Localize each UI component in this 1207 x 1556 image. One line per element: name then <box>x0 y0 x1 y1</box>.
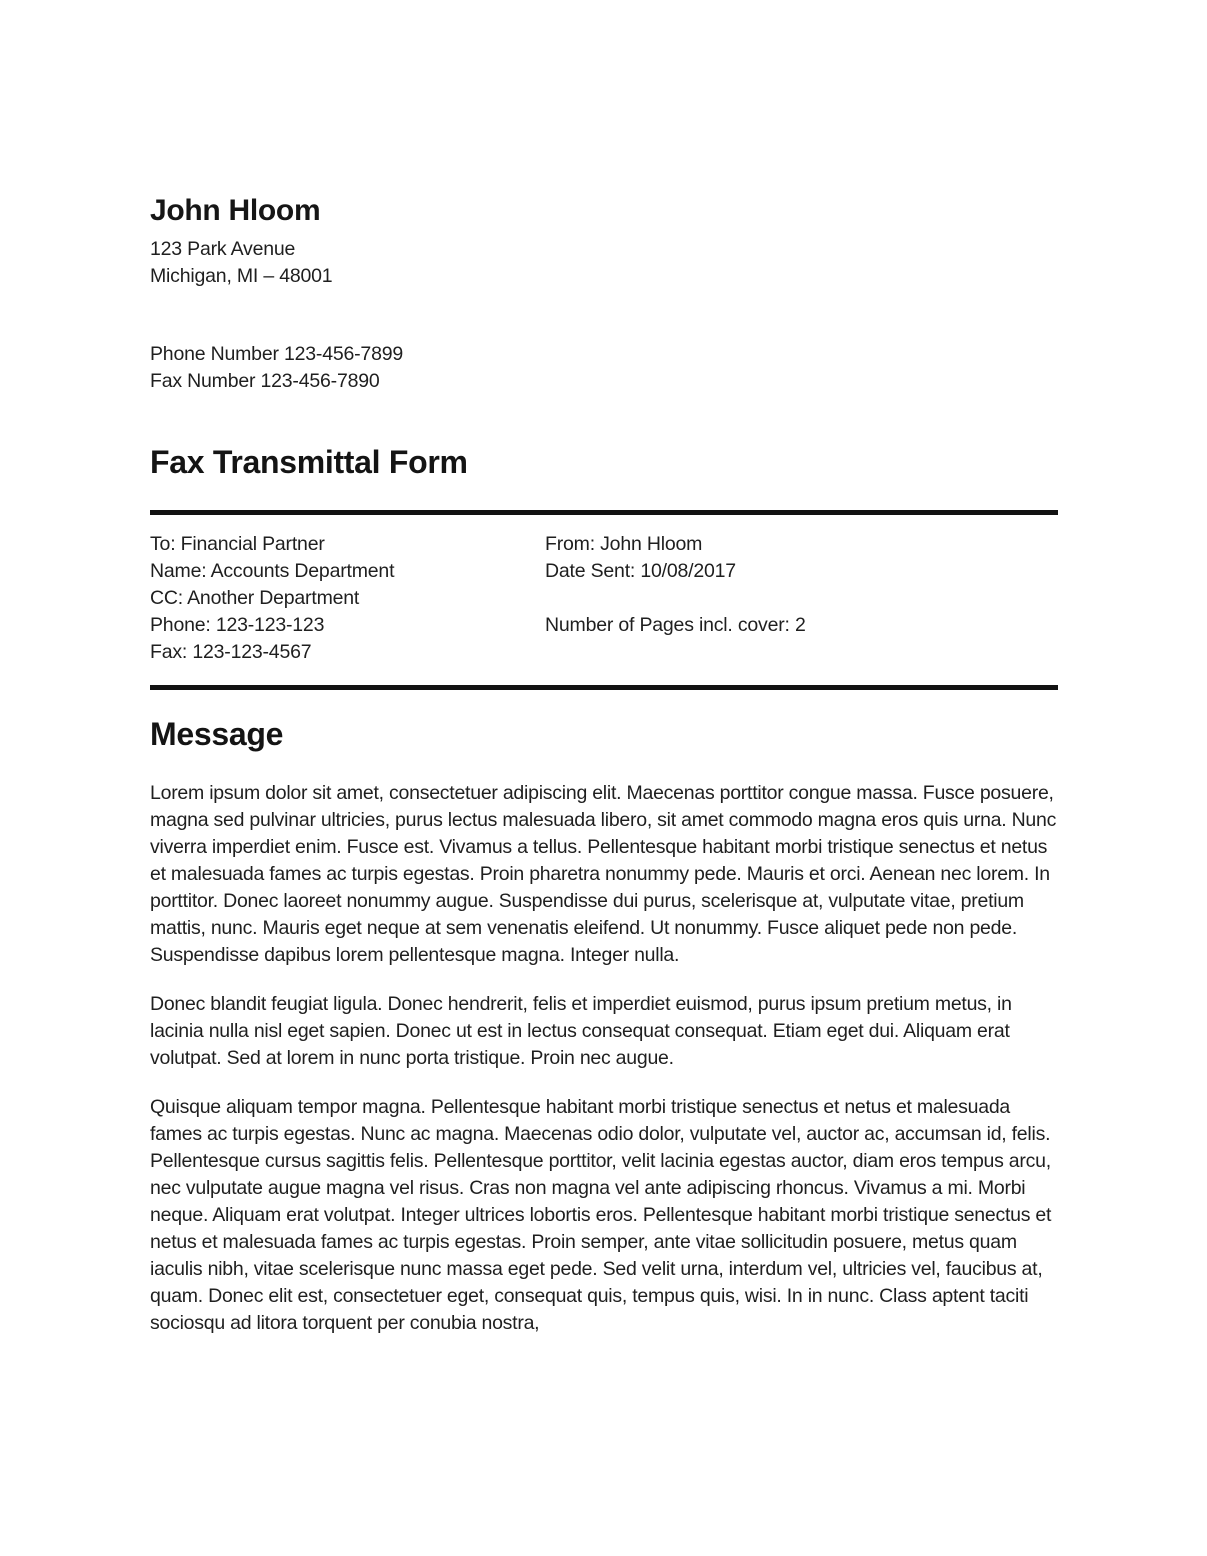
field-name: Name: Accounts Department <box>150 560 395 582</box>
message-paragraph: Donec blandit feugiat ligula. Donec hendrerit, felis et imperdiet euismod, purus ipsum pretium metus, in lacinia nulla nisl eget sapien. Donec ut est in lectus consequat consequat. Etiam eget dui. Aliquam erat volutpat. Sed at lorem in nunc porta tristique. Proin nec augue. <box>150 993 1012 1069</box>
sender-contact <box>150 341 1058 395</box>
field-blank-row <box>545 585 1058 612</box>
recipient-details <box>150 531 1058 666</box>
field-from: From: John Hloom <box>545 533 703 555</box>
sender-phone: Phone Number 123-456-7899 <box>150 343 404 365</box>
field-blank-row <box>545 639 1058 666</box>
field-pages: Number of Pages incl. cover: 2 <box>545 614 806 636</box>
divider-bottom <box>150 685 1058 690</box>
sender-address <box>150 236 1058 290</box>
field-date-sent: Date Sent: 10/08/2017 <box>545 560 736 582</box>
details-right-column <box>545 531 1058 666</box>
sender-address-line2: Michigan, MI – 48001 <box>150 265 333 287</box>
divider-top <box>150 510 1058 515</box>
form-title: Fax Transmittal Form <box>150 444 468 480</box>
field-fax: Fax: 123-123-4567 <box>150 641 312 663</box>
sender-address-line1: 123 Park Avenue <box>150 238 296 260</box>
details-left-column <box>150 531 540 666</box>
document-content <box>150 0 1058 1556</box>
sender-fax: Fax Number 123-456-7890 <box>150 370 380 392</box>
field-to: To: Financial Partner <box>150 533 325 555</box>
sender-name: John Hloom <box>150 194 321 227</box>
field-phone: Phone: 123-123-123 <box>150 614 325 636</box>
message-paragraph: Lorem ipsum dolor sit amet, consectetuer adipiscing elit. Maecenas porttitor congue massa. Fusce posuere, magna sed pulvinar ultricies, purus lectus malesuada libero, sit amet commodo magna eros quis urna. Nunc viverra imperdiet enim. Fusce est. Vivamus a tellus. Pellentesque habitant morbi tristique senectus et netus et malesuada fames ac turpis egestas. Proin pharetra nonummy pede. Mauris et orci. Aenean nec lorem. In porttitor. Donec laoreet nonummy augue. Suspendisse dui purus, scelerisque at, vulputate vitae, pretium mattis, nunc. Mauris eget neque at sem venenatis eleifend. Ut nonummy. Fusce aliquet pede non pede. Suspendisse dapibus lorem pellentesque magna. Integer nulla. <box>150 782 1057 966</box>
message-paragraph: Quisque aliquam tempor magna. Pellentesque habitant morbi tristique senectus et netus et malesuada fames ac turpis egestas. Nunc ac magna. Maecenas odio dolor, vulputate vel, auctor ac, accumsan id, felis. Pellentesque cursus sagittis felis. Pellentesque porttitor, velit lacinia egestas auctor, diam eros tempus arcu, nec vulputate augue magna vel risus. Cras non magna vel ante adipiscing rhoncus. Vivamus a mi. Morbi neque. Aliquam erat volutpat. Integer ultrices lobortis eros. Pellentesque habitant morbi tristique senectus et netus et malesuada fames ac turpis egestas. Proin semper, ante vitae sollicitudin posuere, metus quam iaculis nibh, vitae scelerisque nunc massa eget pede. Sed velit urna, interdum vel, ultricies vel, faucibus at, quam. Donec elit est, consectetuer eget, consequat quis, tempus quis, wisi. In in nunc. Class aptent taciti sociosqu ad litora torquent per conubia nostra, <box>150 1096 1052 1334</box>
message-body <box>150 780 1058 1359</box>
field-cc: CC: Another Department <box>150 587 360 609</box>
message-heading: Message <box>150 716 284 752</box>
